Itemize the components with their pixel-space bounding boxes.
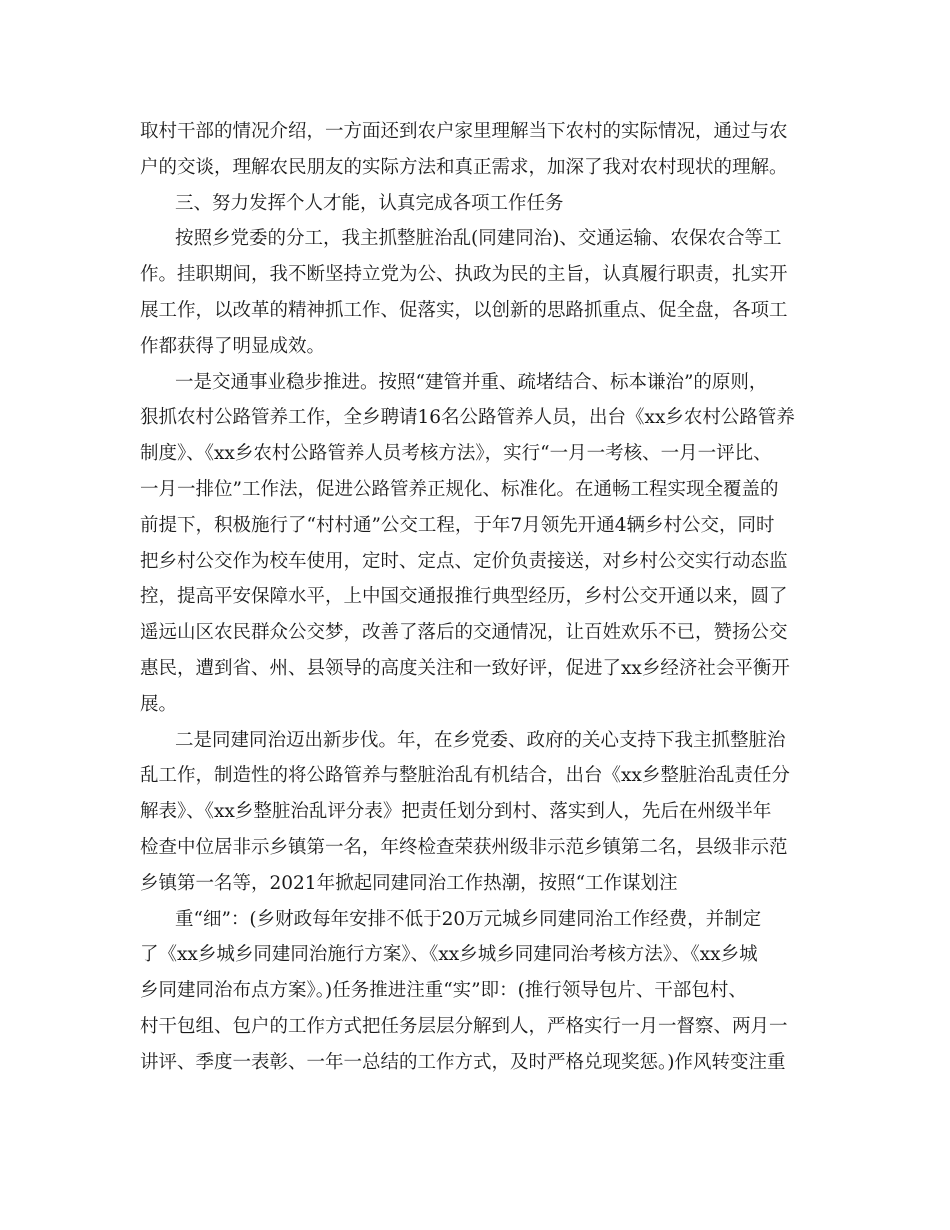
text-line: 狠抓农村公路管养工作，全乡聘请16名公路管养人员，出台《xx乡农村公路管养 (140, 407, 795, 429)
text-line: 检查中位居非示乡镇第一名，年终检查荣获州级非示范乡镇第二名，县级非示范 (140, 836, 788, 858)
text-line: 惠民，遭到省、州、县领导的高度关注和一致好评，促进了xx乡经济社会平衡开 (140, 657, 790, 679)
text-line: 按照乡党委的分工，我主抓整脏治乱(同建同治)、交通运输、农保农合等工 (175, 228, 782, 250)
text-line: 乱工作，制造性的将公路管养与整脏治乱有机结合，出台《xx乡整脏治乱责任分 (140, 765, 790, 787)
text-line: 乡同建同治布点方案》。)任务推进注重“实”即：(推行领导包片、干部包村、 (140, 980, 747, 1002)
text-line: 作。挂职期间，我不断坚持立党为公、执政为民的主旨，认真履行职责，扎实开 (140, 264, 788, 286)
text-line: 遥远山区农民群众公交梦，改善了落后的交通情况，让百姓欢乐不已，赞扬公交 (140, 622, 788, 644)
body-text (140, 114, 808, 1081)
text-line: 二是同建同治迈出新步伐。年，在乡党委、政府的关心支持下我主抓整脏治 (175, 729, 786, 751)
text-line: 一月一排位”工作法，促进公路管养正规化、标准化。在通畅工程实现全覆盖的 (140, 478, 779, 500)
text-line: 取村干部的情况介绍，一方面还到农户家里理解当下农村的实际情况，通过与农 (140, 121, 788, 142)
text-line: 展工作，以改革的精神抓工作、促落实，以创新的思路抓重点、促全盘，各项工 (140, 299, 788, 321)
text-line: 作都获得了明显成效。 (140, 335, 326, 357)
text-line: 乡镇第一名等，2021年掀起同建同治工作热潮，按照“工作谋划注 (140, 872, 678, 894)
text-line: 户的交谈，理解农民朋友的实际方法和真正需求，加深了我对农村现状的理解。 (140, 156, 788, 178)
text-line: 重“细”：(乡财政每年安排不低于20万元城乡同建同治工作经费，并制定 (175, 908, 762, 930)
text-line: 展。 (140, 693, 178, 715)
text-line: 控，提高平安保障水平，上中国交通报推行典型经历，乡村公交开通以来，圆了 (140, 586, 788, 608)
text-line: 村干包组、包户的工作方式把任务层层分解到人，严格实行一月一督察、两月一 (140, 1015, 788, 1037)
text-line: 解表》、《xx乡整脏治乱评分表》把责任划分到村、落实到人，先后在州级半年 (140, 801, 772, 823)
section-heading: 三、努力发挥个人才能，认真完成各项工作任务 (175, 192, 564, 214)
text-line: 一是交通事业稳步推进。按照“建管并重、疏堵结合、标本谦治”的原则， (175, 371, 768, 393)
text-line: 前提下，积极施行了“村村通”公交工程，于年7月领先开通4辆乡村公交，同时 (140, 514, 775, 536)
text-line: 了《xx乡城乡同建同治施行方案》、《xx乡城乡同建同治考核方法》、《xx乡城 (140, 944, 758, 966)
text-line: 把乡村公交作为校车使用，定时、定点、定价负责接送，对乡村公交实行动态监 (140, 550, 788, 572)
text-line: 讲评、季度一表彰、一年一总结的工作方式，及时严格兑现奖惩。)作风转变注重 (140, 1051, 786, 1073)
text-line: 制度》、《xx乡农村公路管养人员考核方法》，实行“一月一考核、一月一评比、 (140, 443, 772, 465)
